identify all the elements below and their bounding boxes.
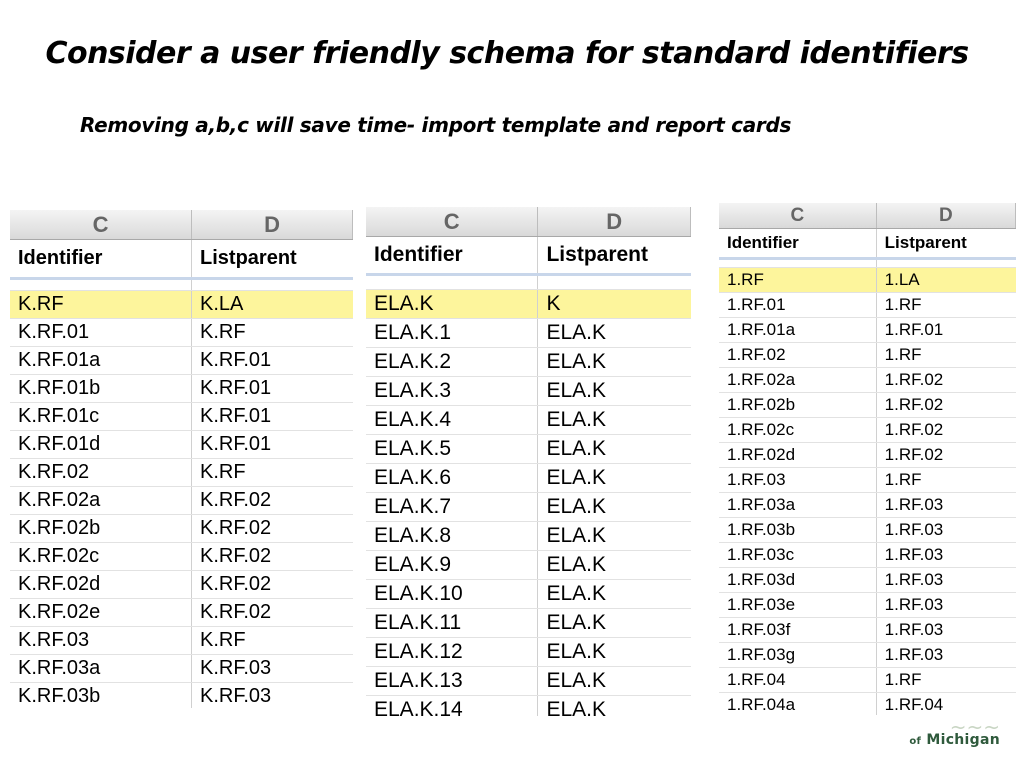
identifier-cell[interactable]: 1.RF.03c: [719, 543, 876, 568]
listparent-cell[interactable]: 1.RF: [876, 468, 1015, 493]
table-row: [719, 418, 1016, 443]
listparent-cell[interactable]: 1.RF: [876, 293, 1015, 318]
table-row: [10, 487, 353, 515]
table-row: [10, 599, 353, 627]
table-row: [719, 293, 1016, 318]
column-letter-header[interactable]: D: [876, 203, 1015, 229]
listparent-cell[interactable]: 1.RF.02: [876, 368, 1015, 393]
identifier-cell[interactable]: 1.RF.01: [719, 293, 876, 318]
identifier-cell[interactable]: 1.RF.04a: [719, 693, 876, 716]
listparent-cell[interactable]: ELA.K: [538, 522, 691, 551]
identifier-cell[interactable]: K.RF.03b: [10, 683, 192, 709]
table-row: [719, 393, 1016, 418]
header-row: [366, 237, 691, 275]
listparent-cell[interactable]: ELA.K: [538, 435, 691, 464]
table-row: [719, 668, 1016, 693]
identifier-cell[interactable]: ELA.K.10: [366, 580, 538, 609]
university-logo: [909, 718, 1000, 748]
empty-cell[interactable]: [538, 275, 691, 290]
listparent-cell[interactable]: ELA.K: [538, 609, 691, 638]
empty-cell[interactable]: [366, 275, 538, 290]
spacer-row: [366, 275, 691, 290]
identifier-cell[interactable]: ELA.K.2: [366, 348, 538, 377]
table-row: [366, 522, 691, 551]
table-row: [10, 627, 353, 655]
table-row: [10, 543, 353, 571]
column-letters-row: [366, 207, 691, 237]
listparent-cell[interactable]: K.RF: [192, 319, 353, 347]
listparent-cell[interactable]: ELA.K: [538, 551, 691, 580]
identifier-cell[interactable]: 1.RF.03f: [719, 618, 876, 643]
listparent-cell[interactable]: 1.RF.03: [876, 568, 1015, 593]
listparent-cell[interactable]: 1.RF.01: [876, 318, 1015, 343]
identifier-cell[interactable]: K.RF.02e: [10, 599, 192, 627]
identifier-cell[interactable]: ELA.K.7: [366, 493, 538, 522]
column-letter-header[interactable]: C: [719, 203, 876, 229]
listparent-cell[interactable]: K.RF.03: [192, 655, 353, 683]
table-row: [719, 343, 1016, 368]
listparent-cell[interactable]: 1.RF.02: [876, 443, 1015, 468]
identifier-cell[interactable]: ELA.K.9: [366, 551, 538, 580]
spreadsheet-k-rf: [10, 210, 353, 708]
listparent-cell[interactable]: 1.RF: [876, 668, 1015, 693]
logo-name: Michigan: [926, 732, 1000, 748]
identifier-cell[interactable]: K.RF: [10, 291, 192, 319]
column-letter-header[interactable]: C: [10, 210, 192, 240]
identifier-cell[interactable]: K.RF.01a: [10, 347, 192, 375]
listparent-cell[interactable]: K.RF.01: [192, 375, 353, 403]
listparent-cell[interactable]: ELA.K: [538, 319, 691, 348]
identifier-cell[interactable]: K.RF.01: [10, 319, 192, 347]
column-letters-row: [719, 203, 1016, 229]
identifier-cell[interactable]: K.RF.03a: [10, 655, 192, 683]
listparent-cell[interactable]: ELA.K: [538, 464, 691, 493]
identifier-cell[interactable]: 1.RF.03: [719, 468, 876, 493]
table-row: [10, 515, 353, 543]
identifier-cell[interactable]: 1.RF.02c: [719, 418, 876, 443]
listparent-cell[interactable]: 1.RF.02: [876, 418, 1015, 443]
column-header-cell[interactable]: Identifier: [719, 229, 876, 259]
spreadsheet-ela-k: [366, 207, 691, 716]
table-row: [719, 593, 1016, 618]
identifier-cell[interactable]: 1.RF.03g: [719, 643, 876, 668]
listparent-cell[interactable]: K.RF.02: [192, 515, 353, 543]
listparent-cell[interactable]: K.RF.03: [192, 683, 353, 709]
identifier-cell[interactable]: ELA.K.14: [366, 696, 538, 717]
logo-text: [909, 732, 1000, 748]
spacer-row: [10, 279, 353, 291]
listparent-cell[interactable]: ELA.K: [538, 696, 691, 717]
empty-cell[interactable]: [876, 259, 1015, 268]
listparent-cell[interactable]: K.LA: [192, 291, 353, 319]
highlighted-row: [366, 290, 691, 319]
table-row: [10, 571, 353, 599]
identifier-cell[interactable]: K.RF.03: [10, 627, 192, 655]
table-row: [10, 459, 353, 487]
identifier-cell[interactable]: 1.RF.03d: [719, 568, 876, 593]
listparent-cell[interactable]: 1.RF.02: [876, 393, 1015, 418]
identifier-cell[interactable]: 1.RF.02b: [719, 393, 876, 418]
table-row: [10, 403, 353, 431]
listparent-cell[interactable]: ELA.K: [538, 638, 691, 667]
logo-mark: ~~~: [949, 718, 1000, 732]
listparent-cell[interactable]: K.RF.02: [192, 571, 353, 599]
table-row: [10, 347, 353, 375]
column-header-cell[interactable]: Identifier: [10, 240, 192, 279]
highlighted-row: [10, 291, 353, 319]
table-row: [366, 580, 691, 609]
slide-title: Consider a user friendly schema for standard identifiers: [45, 36, 969, 71]
listparent-cell[interactable]: ELA.K: [538, 667, 691, 696]
identifier-cell[interactable]: K.RF.02a: [10, 487, 192, 515]
sheet-table: [719, 203, 1016, 715]
listparent-cell[interactable]: 1.RF.04: [876, 693, 1015, 716]
table-row: [366, 667, 691, 696]
identifier-cell[interactable]: 1.RF.04: [719, 668, 876, 693]
identifier-cell[interactable]: 1.RF.03b: [719, 518, 876, 543]
table-row: [366, 638, 691, 667]
identifier-cell[interactable]: ELA.K.12: [366, 638, 538, 667]
listparent-cell[interactable]: 1.RF.03: [876, 493, 1015, 518]
identifier-cell[interactable]: ELA.K.4: [366, 406, 538, 435]
table-row: [719, 543, 1016, 568]
listparent-cell[interactable]: ELA.K: [538, 580, 691, 609]
spreadsheet-1-rf: [719, 203, 1016, 715]
column-header-cell[interactable]: Listparent: [538, 237, 691, 275]
table-row: [366, 464, 691, 493]
identifier-cell[interactable]: 1.RF.01a: [719, 318, 876, 343]
table-row: [10, 375, 353, 403]
identifier-cell[interactable]: ELA.K.1: [366, 319, 538, 348]
table-row: [366, 493, 691, 522]
identifier-cell[interactable]: ELA.K.11: [366, 609, 538, 638]
table-row: [10, 683, 353, 709]
table-row: [719, 368, 1016, 393]
listparent-cell[interactable]: 1.RF.03: [876, 518, 1015, 543]
listparent-cell[interactable]: K.RF.01: [192, 431, 353, 459]
column-header-cell[interactable]: Identifier: [366, 237, 538, 275]
table-row: [719, 568, 1016, 593]
table-row: [366, 609, 691, 638]
header-row: [719, 229, 1016, 259]
listparent-cell[interactable]: K: [538, 290, 691, 319]
empty-cell[interactable]: [719, 259, 876, 268]
slide-subtitle: Removing a,b,c will save time- import template and report cards: [80, 113, 792, 137]
listparent-cell[interactable]: ELA.K: [538, 377, 691, 406]
identifier-cell[interactable]: 1.RF: [719, 268, 876, 293]
empty-cell[interactable]: [10, 279, 192, 291]
identifier-cell[interactable]: ELA.K.13: [366, 667, 538, 696]
table-row: [719, 518, 1016, 543]
spacer-row: [719, 259, 1016, 268]
identifier-cell[interactable]: K.RF.01b: [10, 375, 192, 403]
sheet-table: [366, 207, 691, 716]
listparent-cell[interactable]: 1.RF.03: [876, 593, 1015, 618]
listparent-cell[interactable]: ELA.K: [538, 406, 691, 435]
identifier-cell[interactable]: K.RF.02b: [10, 515, 192, 543]
column-letter-header[interactable]: D: [538, 207, 691, 237]
table-row: [719, 468, 1016, 493]
listparent-cell[interactable]: K.RF.01: [192, 347, 353, 375]
table-row: [366, 406, 691, 435]
column-header-cell[interactable]: Listparent: [192, 240, 353, 279]
identifier-cell[interactable]: K.RF.01c: [10, 403, 192, 431]
table-row: [366, 435, 691, 464]
table-row: [366, 551, 691, 580]
identifier-cell[interactable]: K.RF.02d: [10, 571, 192, 599]
header-row: [10, 240, 353, 279]
listparent-cell[interactable]: K.RF.02: [192, 599, 353, 627]
sheet-table: [10, 210, 353, 708]
identifier-cell[interactable]: K.RF.01d: [10, 431, 192, 459]
listparent-cell[interactable]: 1.RF.03: [876, 643, 1015, 668]
column-header-cell[interactable]: Listparent: [876, 229, 1015, 259]
identifier-cell[interactable]: ELA.K: [366, 290, 538, 319]
listparent-cell[interactable]: 1.RF: [876, 343, 1015, 368]
table-row: [10, 319, 353, 347]
listparent-cell[interactable]: K.RF: [192, 627, 353, 655]
table-row: [719, 618, 1016, 643]
table-row: [366, 348, 691, 377]
column-letter-header[interactable]: C: [366, 207, 538, 237]
table-row: [719, 643, 1016, 668]
table-row: [719, 693, 1016, 716]
table-row: [10, 431, 353, 459]
listparent-cell[interactable]: K.RF.02: [192, 543, 353, 571]
table-row: [366, 696, 691, 717]
column-letters-row: [10, 210, 353, 240]
identifier-cell[interactable]: 1.RF.03e: [719, 593, 876, 618]
listparent-cell[interactable]: ELA.K: [538, 348, 691, 377]
identifier-cell[interactable]: K.RF.02c: [10, 543, 192, 571]
column-letter-header[interactable]: D: [192, 210, 353, 240]
listparent-cell[interactable]: K.RF: [192, 459, 353, 487]
identifier-cell[interactable]: 1.RF.02d: [719, 443, 876, 468]
identifier-cell[interactable]: 1.RF.02a: [719, 368, 876, 393]
identifier-cell[interactable]: K.RF.02: [10, 459, 192, 487]
table-row: [10, 655, 353, 683]
listparent-cell[interactable]: 1.RF.03: [876, 543, 1015, 568]
table-row: [719, 318, 1016, 343]
listparent-cell[interactable]: 1.RF.03: [876, 618, 1015, 643]
listparent-cell[interactable]: ELA.K: [538, 493, 691, 522]
table-row: [719, 493, 1016, 518]
identifier-cell[interactable]: ELA.K.8: [366, 522, 538, 551]
highlighted-row: [719, 268, 1016, 293]
logo-prefix: of: [909, 736, 922, 747]
identifier-cell[interactable]: 1.RF.03a: [719, 493, 876, 518]
listparent-cell[interactable]: K.RF.02: [192, 487, 353, 515]
identifier-cell[interactable]: 1.RF.02: [719, 343, 876, 368]
identifier-cell[interactable]: ELA.K.6: [366, 464, 538, 493]
identifier-cell[interactable]: ELA.K.5: [366, 435, 538, 464]
table-row: [366, 319, 691, 348]
table-row: [719, 443, 1016, 468]
identifier-cell[interactable]: ELA.K.3: [366, 377, 538, 406]
empty-cell[interactable]: [192, 279, 353, 291]
table-row: [366, 377, 691, 406]
listparent-cell[interactable]: K.RF.01: [192, 403, 353, 431]
listparent-cell[interactable]: 1.LA: [876, 268, 1015, 293]
